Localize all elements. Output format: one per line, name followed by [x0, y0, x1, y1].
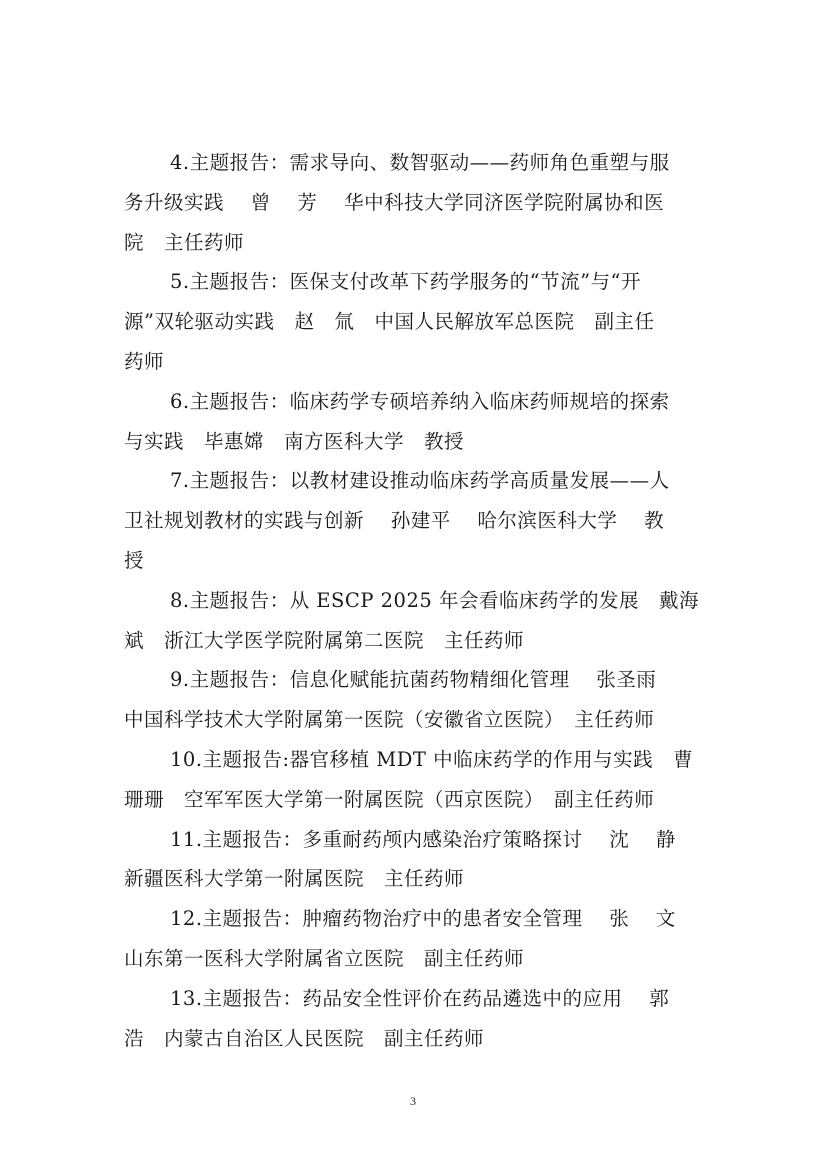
report-item-10 — [124, 740, 718, 820]
report-item-line: 斌 浙江大学医学院附属第二医院 主任药师 — [124, 628, 525, 652]
report-item-12 — [124, 899, 718, 979]
report-item-line: 13.主题报告：药品安全性评价在药品遴选中的应用 郭 — [170, 986, 670, 1010]
report-item-line: 6.主题报告：临床药学专硕培养纳入临床药师规培的探索 — [170, 389, 670, 413]
report-item-line: 珊珊 空军军医大学第一附属医院（西京医院） 副主任药师 — [124, 787, 655, 811]
report-item-line: 卫社规划教材的实践与创新 孙建平 哈尔滨医科大学 教 — [124, 509, 665, 533]
report-item-7 — [124, 461, 718, 580]
report-item-line: 9.主题报告：信息化赋能抗菌药物精细化管理 张圣雨 — [170, 668, 657, 692]
report-item-line: 务升级实践 曾 芳 华中科技大学同济医学院附属协和医 — [124, 190, 665, 214]
report-item-4 — [124, 143, 718, 262]
page-number: 3 — [410, 1094, 416, 1108]
report-item-line: 8.主题报告：从 ESCP 2025 年会看临床药学的发展 戴海 — [170, 588, 699, 612]
report-item-line: 中国科学技术大学附属第一医院（安徽省立医院） 主任药师 — [124, 708, 655, 732]
report-item-line: 5.主题报告：医保支付改革下药学服务的“节流”与“开 — [170, 270, 642, 294]
report-item-line: 7.主题报告：以教材建设推动临床药学高质量发展——人 — [170, 469, 670, 493]
report-item-11 — [124, 820, 718, 900]
report-item-6 — [124, 382, 718, 462]
report-item-8 — [124, 581, 718, 661]
report-item-5 — [124, 262, 718, 381]
report-item-line: 山东第一医科大学附属省立医院 副主任药师 — [124, 946, 525, 970]
report-item-line: 新疆医科大学第一附属医院 主任药师 — [124, 867, 465, 891]
report-item-line: 与实践 毕惠嫦 南方医科大学 教授 — [124, 429, 465, 453]
report-item-line: 授 — [124, 548, 145, 572]
report-item-13 — [124, 979, 718, 1059]
report-item-line: 12.主题报告：肿瘤药物治疗中的患者安全管理 张 文 — [170, 907, 676, 931]
report-item-line: 10.主题报告:器官移植 MDT 中临床药学的作用与实践 曹 — [170, 747, 694, 771]
report-item-line: 药师 — [124, 349, 165, 373]
report-item-line: 4.主题报告：需求导向、数智驱动——药师角色重塑与服 — [170, 151, 670, 174]
report-item-9 — [124, 660, 718, 740]
report-list — [124, 143, 718, 1058]
report-item-line: 院 主任药师 — [124, 230, 245, 254]
report-item-line: 源”双轮驱动实践 赵 氚 中国人民解放军总医院 副主任 — [124, 310, 655, 334]
report-item-line: 浩 内蒙古自治区人民医院 副主任药师 — [124, 1026, 485, 1050]
report-item-line: 11.主题报告：多重耐药颅内感染治疗策略探讨 沈 静 — [170, 827, 676, 851]
